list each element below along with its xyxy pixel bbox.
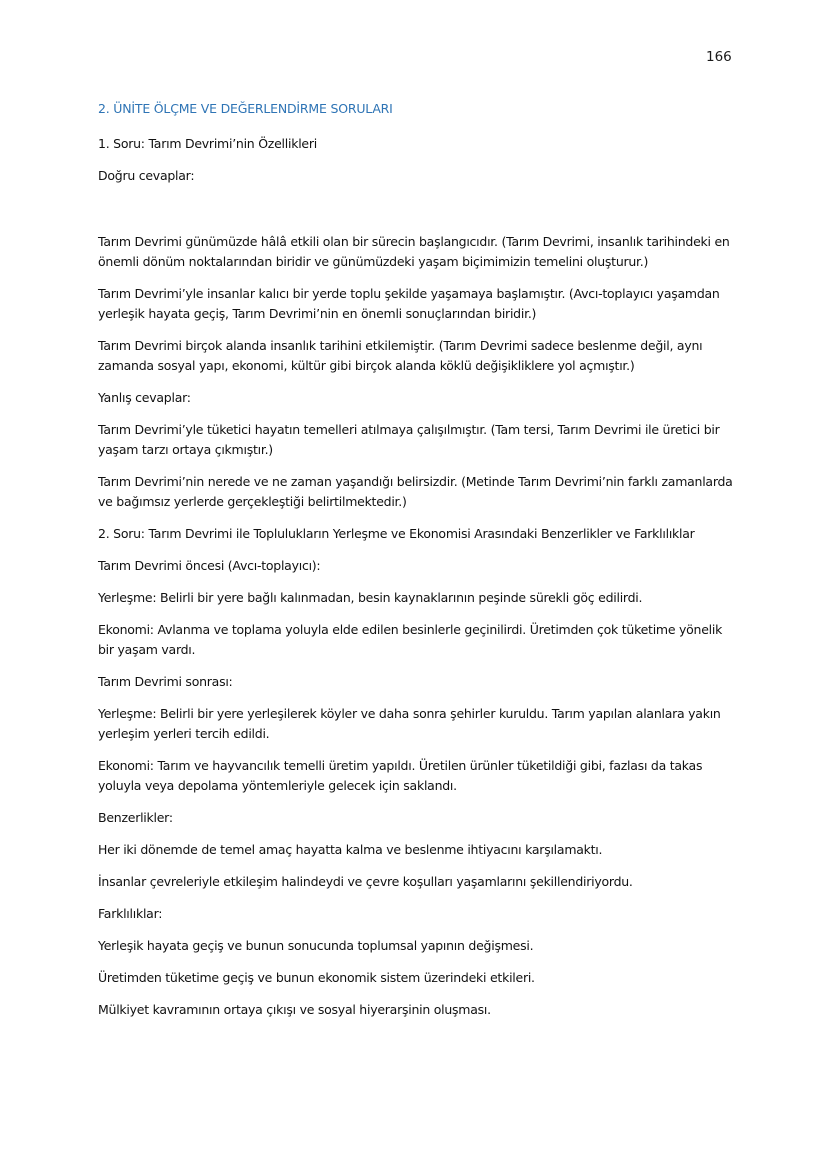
document-body	[98, 100, 738, 1032]
correct-answer-3: Tarım Devrimi birçok alanda insanlık tarihini etkilemiştir. (Tarım Devrimi sadece beslenme değil, aynı zamanda sosyal yapı, ekonomi, kültür gibi birçok alanda köklü değişikliklere yol açmıştır.)	[98, 338, 703, 373]
difference-1: Yerleşik hayata geçiş ve bunun sonucunda toplumsal yapının değişmesi.	[98, 938, 534, 953]
question-1-heading: 1. Soru: Tarım Devrimi’nin Özellikleri	[98, 136, 317, 151]
correct-answers-label: Doğru cevaplar:	[98, 168, 195, 183]
after-economy: Ekonomi: Tarım ve hayvancılık temelli üretim yapıldı. Üretilen ürünler tüketildiği gibi, fazlası da takas yoluyla veya depolama yöntemleriyle gelecek için saklandı.	[98, 758, 703, 793]
wrong-answer-1: Tarım Devrimi’yle tüketici hayatın temelleri atılmaya çalışılmıştır. (Tam tersi, Tarım Devrimi ile üretici bir yaşam tarzı ortaya çıkmıştır.)	[98, 422, 720, 457]
section-title: 2. ÜNİTE ÖLÇME VE DEĞERLENDİRME SORULARI	[98, 101, 393, 116]
wrong-answer-2: Tarım Devrimi’nin nerede ve ne zaman yaşandığı belirsizdir. (Metinde Tarım Devrimi’nin farklı zamanlarda ve bağımsız yerlerde gerçekleştiği belirtilmektedir.)	[98, 474, 733, 509]
question-2-heading: 2. Soru: Tarım Devrimi ile Toplulukların Yerleşme ve Ekonomisi Arasındaki Benzerlikler ve Farklılıklar	[98, 526, 695, 541]
page-number: 166	[706, 49, 732, 65]
similarity-2: İnsanlar çevreleriyle etkileşim halindeydi ve çevre koşulları yaşamlarını şekillendiriyordu.	[98, 874, 633, 889]
difference-2: Üretimden tüketime geçiş ve bunun ekonomik sistem üzerindeki etkileri.	[98, 970, 535, 985]
after-revolution-label: Tarım Devrimi sonrası:	[98, 674, 233, 689]
similarity-1: Her iki dönemde de temel amaç hayatta kalma ve beslenme ihtiyacını karşılamaktı.	[98, 842, 603, 857]
before-economy: Ekonomi: Avlanma ve toplama yoluyla elde edilen besinlerle geçinilirdi. Üretimden çok tüketime yönelik bir yaşam vardı.	[98, 622, 723, 657]
similarities-label: Benzerlikler:	[98, 810, 173, 825]
correct-answer-2: Tarım Devrimi’yle insanlar kalıcı bir yerde toplu şekilde yaşamaya başlamıştır. (Avcı-toplayıcı yaşamdan yerleşik hayata geçiş, Tarım Devrimi’nin en önemli sonuçlarından biridir.)	[98, 286, 720, 321]
before-settlement: Yerleşme: Belirli bir yere bağlı kalınmadan, besin kaynaklarının peşinde sürekli göç edilirdi.	[98, 590, 643, 605]
wrong-answers-label: Yanlış cevaplar:	[98, 390, 191, 405]
difference-3: Mülkiyet kavramının ortaya çıkışı ve sosyal hiyerarşinin oluşması.	[98, 1002, 491, 1017]
correct-answer-1: Tarım Devrimi günümüzde hâlâ etkili olan bir sürecin başlangıcıdır. (Tarım Devrimi, insanlık tarihindeki en önemli dönüm noktalarından biridir ve günümüzdeki yaşam biçimimizin temelini oluşturur.)	[98, 234, 730, 269]
after-settlement: Yerleşme: Belirli bir yere yerleşilerek köyler ve daha sonra şehirler kuruldu. Tarım yapılan alanlara yakın yerleşim yerleri tercih edildi.	[98, 706, 721, 741]
differences-label: Farklılıklar:	[98, 906, 163, 921]
before-revolution-label: Tarım Devrimi öncesi (Avcı-toplayıcı):	[98, 558, 321, 573]
